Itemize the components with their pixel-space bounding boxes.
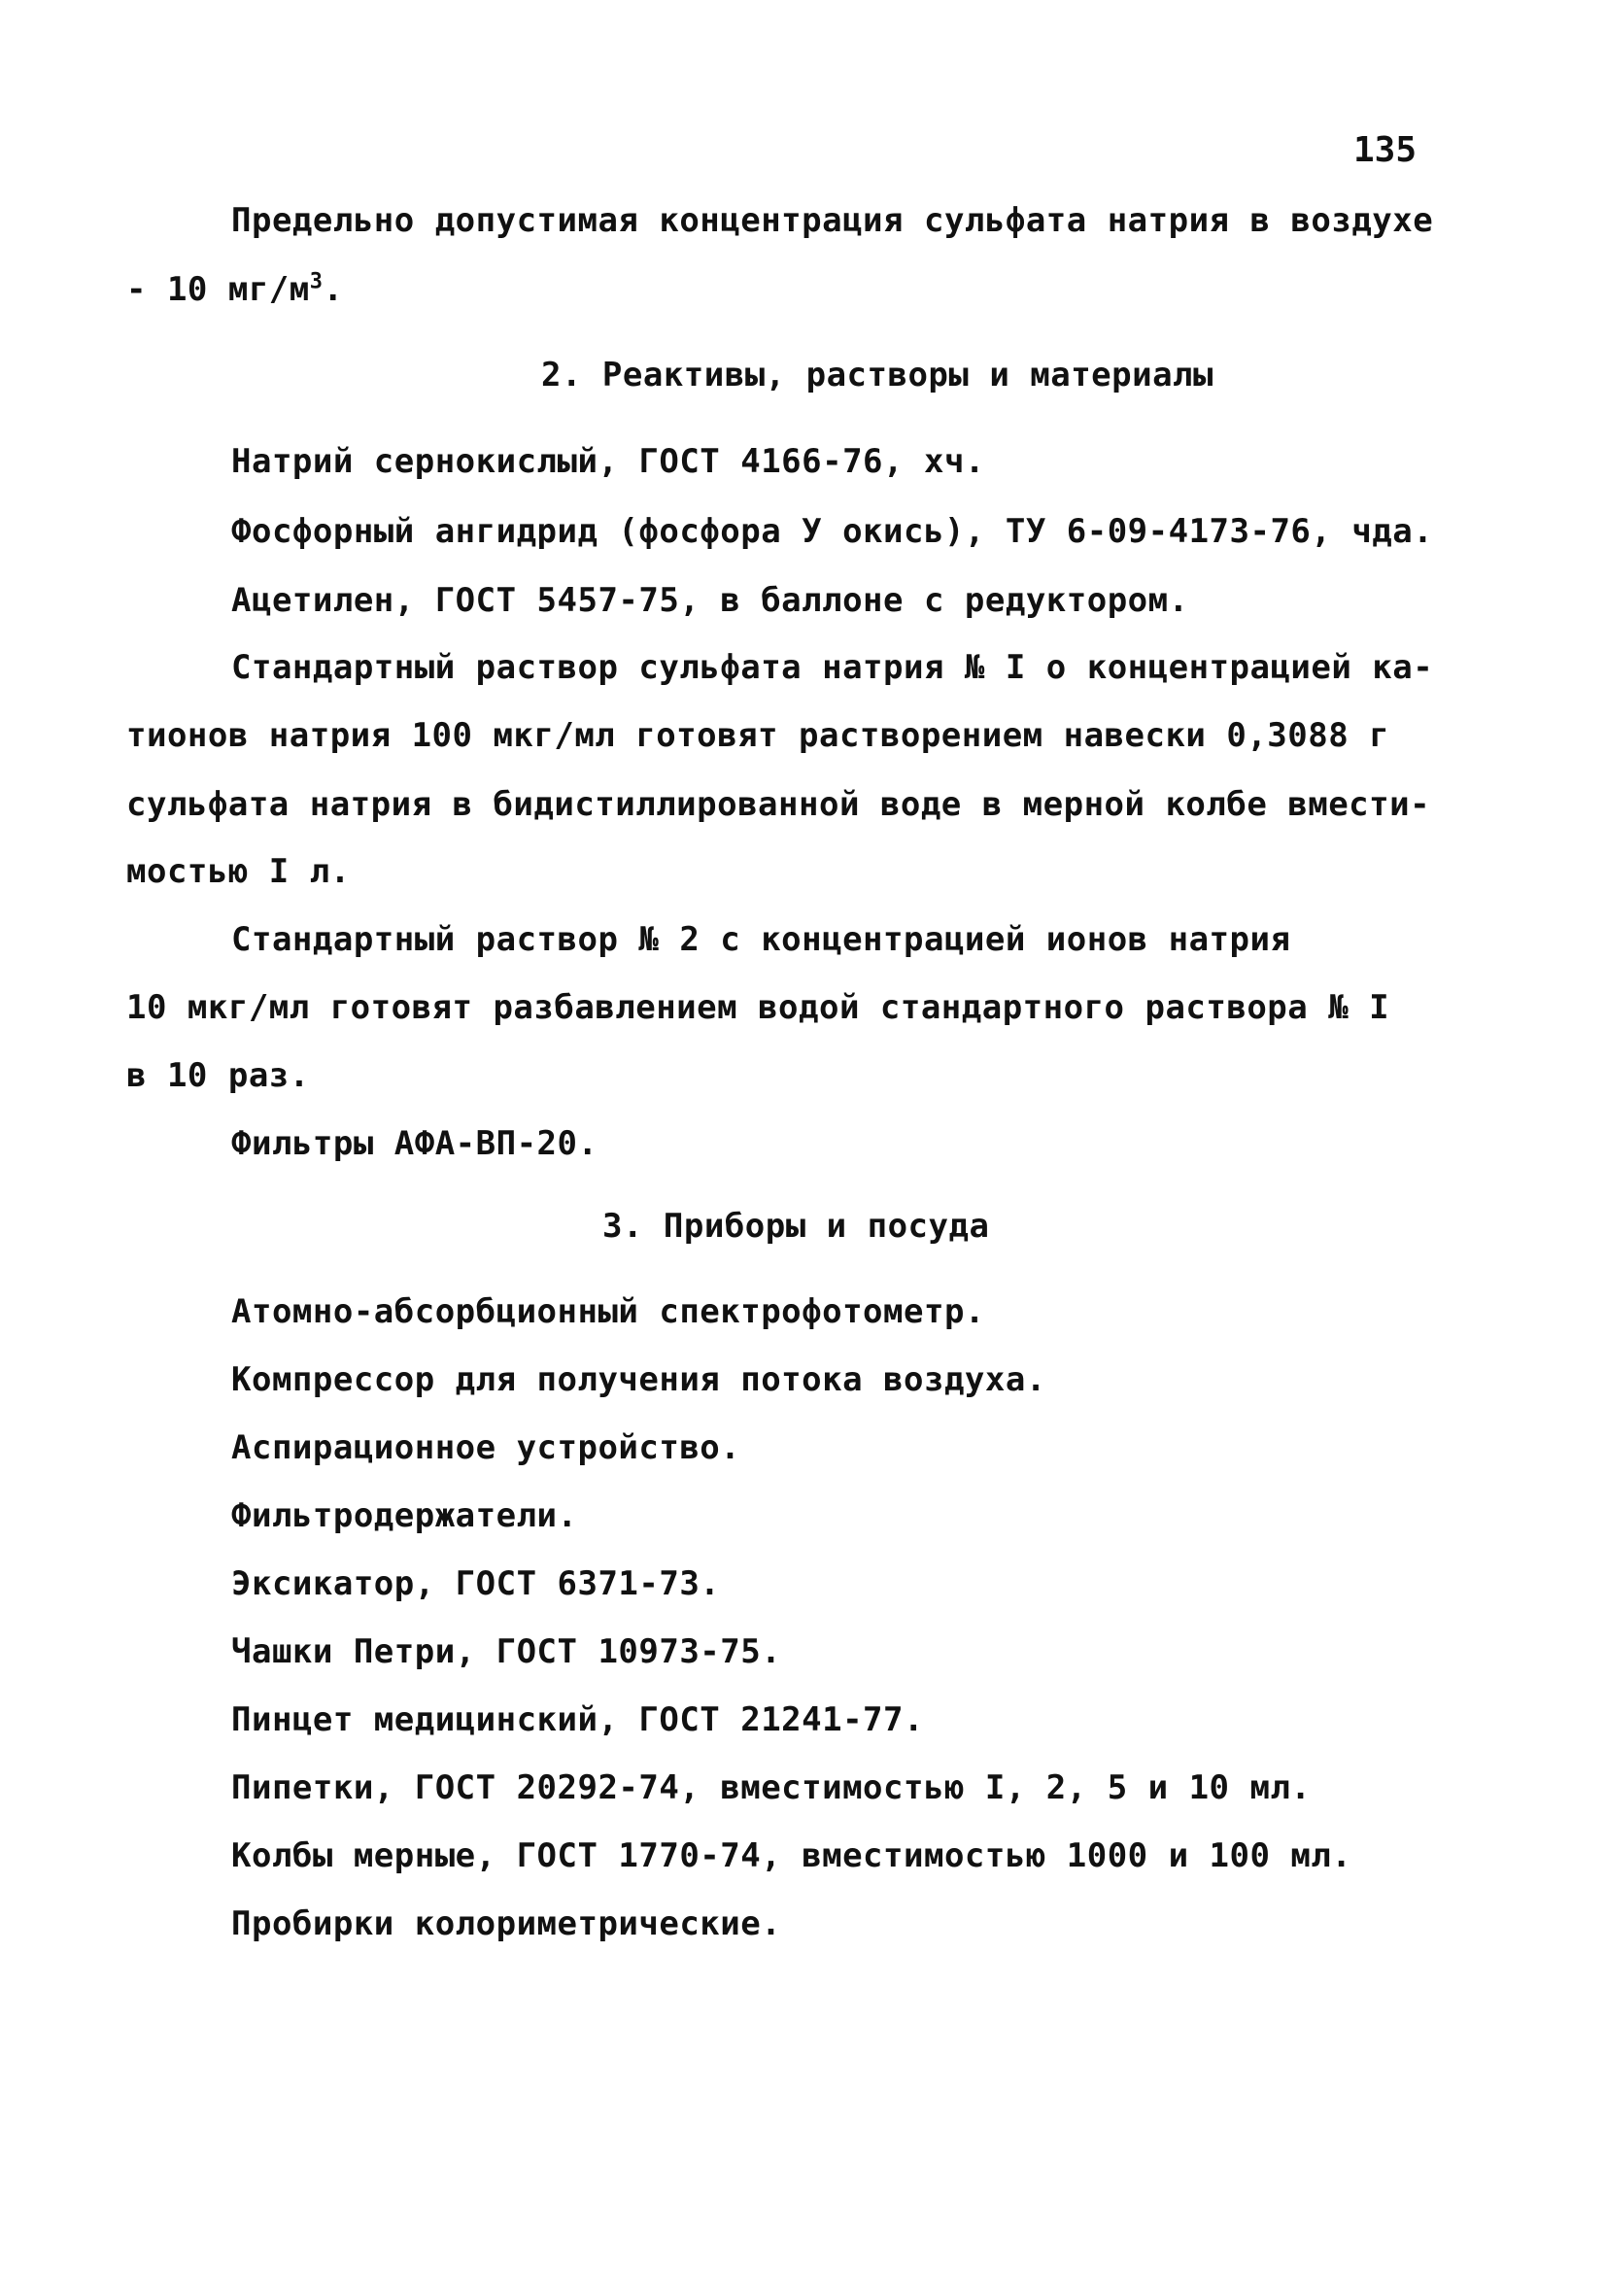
intro-line-2-suffix: . — [323, 270, 344, 309]
page-number: 135 — [1352, 130, 1417, 170]
reagent-item: Фосфорный ангидрид (фосфора У окись), ТУ 6-09-4173-76, чда. — [231, 512, 1434, 551]
std2-line-2: 10 мкг/мл готовят разбавлением водой стандартного раствора № I — [126, 988, 1390, 1027]
std2-line-1: Стандартный раствор № 2 с концентрацией ионов натрия — [231, 920, 1291, 959]
reagent-item: Ацетилен, ГОСТ 5457-75, в баллоне с редуктором. — [231, 581, 1189, 620]
section-3-heading: 3. Приборы и посуда — [602, 1207, 990, 1246]
equipment-item: Атомно-абсорбционный спектрофотометр. — [231, 1292, 985, 1331]
equipment-item: Пипетки, ГОСТ 20292-74, вместимостью I, 2, 5 и 10 мл. — [231, 1768, 1312, 1807]
intro-line-1: Предельно допустимая концентрация сульфата натрия в воздухе — [231, 201, 1434, 240]
section-2-heading: 2. Реактивы, растворы и материалы — [541, 356, 1214, 394]
equipment-item: Пинцет медицинский, ГОСТ 21241-77. — [231, 1700, 924, 1739]
equipment-item: Колбы мерные, ГОСТ 1770-74, вместимостью 1000 и 100 мл. — [231, 1836, 1352, 1875]
intro-line-2-superscript: 3 — [309, 269, 324, 294]
intro-line-2 — [126, 270, 343, 309]
equipment-item: Фильтродержатели. — [231, 1496, 578, 1535]
std1-line-1: Стандартный раствор сульфата натрия № I о концентрацией ка- — [231, 648, 1434, 687]
std1-line-3: сульфата натрия в бидистиллированной воде в мерной колбе вмести- — [126, 785, 1431, 824]
std2-line-3: в 10 раз. — [126, 1056, 310, 1095]
equipment-item: Эксикатор, ГОСТ 6371-73. — [231, 1564, 721, 1603]
reagent-item: Натрий сернокислый, ГОСТ 4166-76, хч. — [231, 442, 985, 481]
std1-line-2: тионов натрия 100 мкг/мл готовят растворением навески 0,3088 г — [126, 716, 1390, 755]
filters-item: Фильтры АФА-ВП-20. — [231, 1124, 598, 1163]
equipment-item: Аспирационное устройство. — [231, 1428, 741, 1467]
equipment-item: Компрессор для получения потока воздуха. — [231, 1360, 1046, 1399]
equipment-item: Чашки Петри, ГОСТ 10973-75. — [231, 1632, 782, 1671]
std1-line-4: мостью I л. — [126, 852, 351, 891]
intro-line-2-prefix: - 10 мг/м — [126, 270, 310, 309]
equipment-item: Пробирки колориметрические. — [231, 1904, 782, 1943]
